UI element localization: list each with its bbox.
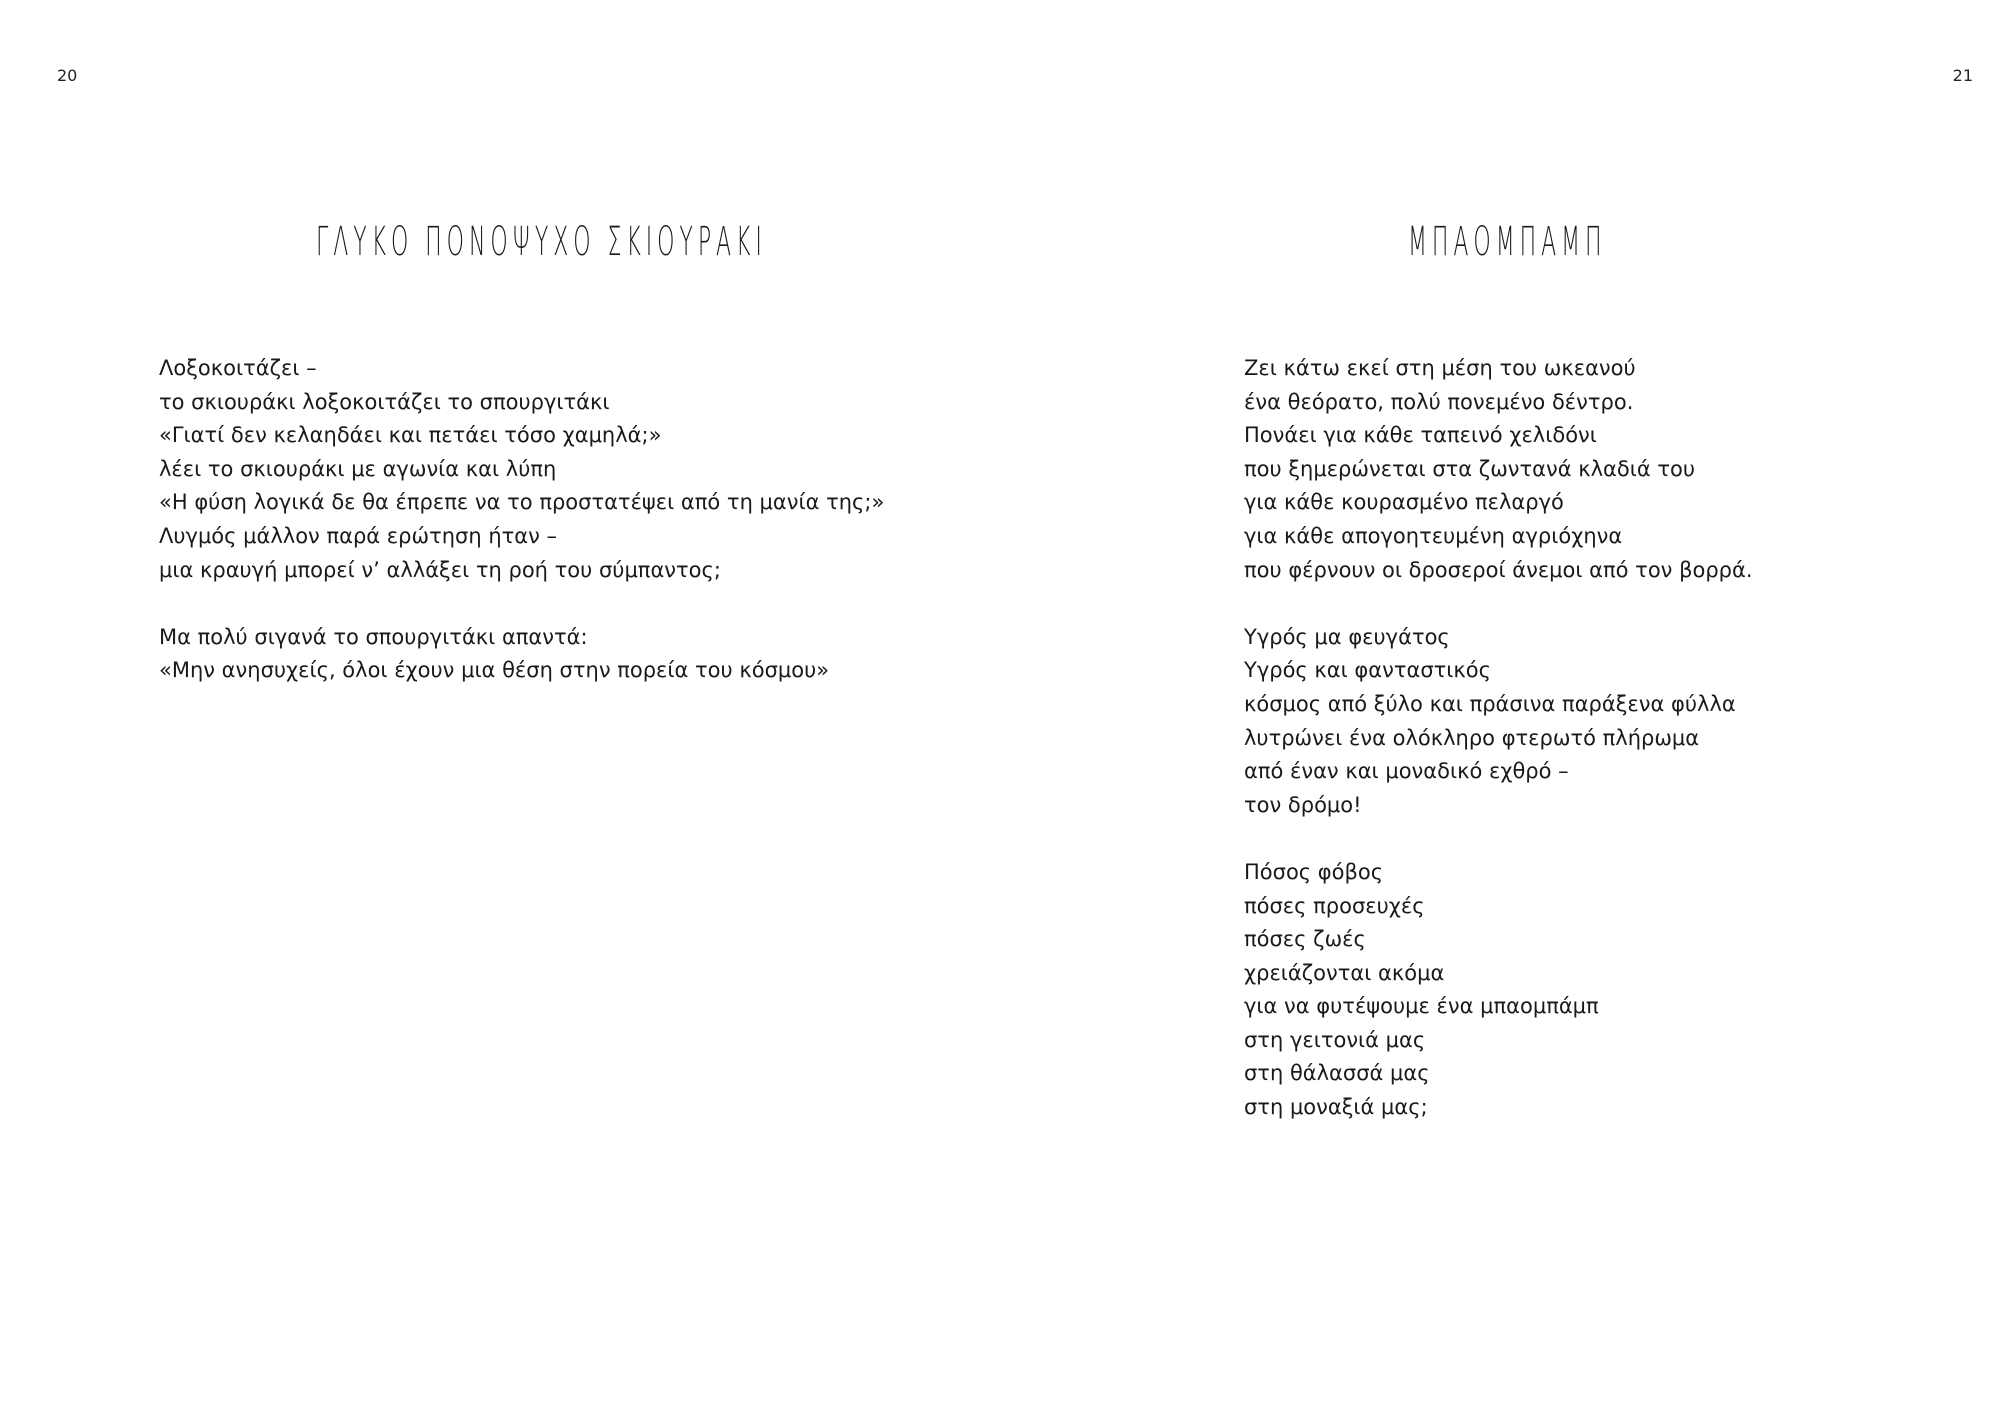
poem-body <box>159 352 884 688</box>
poem-line: λυτρώνει ένα ολόκληρο φτερωτό πλήρωμα <box>1244 725 1700 750</box>
poem-line: «Μην ανησυχείς, όλοι έχουν μια θέση στην πορεία του κόσμου» <box>159 658 830 683</box>
page-number: 20 <box>57 66 78 85</box>
stanza <box>1244 352 1753 587</box>
poem-line: Λοξοκοιτάζει – <box>159 356 317 380</box>
poem-line: Υγρός μα φευγάτος <box>1244 624 1450 649</box>
poem-line: για κάθε κουρασμένο πελαργό <box>1244 490 1564 515</box>
poem-line: «Γιατί δεν κελαηδάει και πετάει τόσο χαμηλά;» <box>159 423 662 448</box>
poem-line: στη μοναξιά μας; <box>1244 1095 1428 1120</box>
poem-line: τον δρόμο! <box>1244 792 1362 817</box>
poem-line: πόσες προσευχές <box>1244 893 1425 918</box>
poem-line: ένα θεόρατο, πολύ πονεμένο δέντρο. <box>1244 389 1634 414</box>
poem-line: Λυγμός μάλλον παρά ερώτηση ήταν – <box>159 523 558 548</box>
stanza <box>1244 856 1753 1125</box>
poem-line: στη γειτονιά μας <box>1244 1027 1426 1052</box>
poem-line: Μα πολύ σιγανά το σπουργιτάκι απαντά: <box>159 624 588 649</box>
poem-line: μια κραυγή μπορεί ν’ αλλάξει τη ροή του σύμπαντος; <box>159 557 721 582</box>
poem-line: Πονάει για κάθε ταπεινό χελιδόνι <box>1244 423 1597 448</box>
poem-line: από έναν και μοναδικό εχθρό – <box>1244 759 1569 784</box>
poem-line: Ζει κάτω εκεί στη μέση του ωκεανού <box>1244 356 1636 380</box>
stanza <box>159 621 884 688</box>
poem-title: ΜΠΑΟΜΠΑΜΠ <box>1408 219 1607 265</box>
poem-line: χρειάζονται ακόμα <box>1244 960 1445 985</box>
poem-line: Πόσος φόβος <box>1244 859 1384 884</box>
poem-line: για κάθε απογοητευμένη αγριόχηνα <box>1244 523 1623 548</box>
poem-line: που ξημερώνεται στα ζωντανά κλαδιά του <box>1244 456 1696 481</box>
poem-line: στη θάλασσά μας <box>1244 1061 1430 1086</box>
poem-line: για να φυτέψουμε ένα μπαομπάμπ <box>1244 994 1599 1019</box>
page-number: 21 <box>1952 66 1973 85</box>
poem-line: πόσες ζωές <box>1244 927 1366 952</box>
poem-line: το σκιουράκι λοξοκοιτάζει το σπουργιτάκι <box>159 389 610 414</box>
poem-body <box>1244 352 1753 1125</box>
poem-line: λέει το σκιουράκι με αγωνία και λύπη <box>159 456 557 481</box>
stanza <box>1244 621 1753 823</box>
poem-title: ΓΛΥΚΟ ΠΟΝΟΨΥΧΟ ΣΚΙΟΥΡΑΚΙ <box>316 219 767 265</box>
poem-line: κόσμος από ξύλο και πράσινα παράξενα φύλλα <box>1244 691 1736 716</box>
poem-line: Υγρός και φανταστικός <box>1244 658 1491 683</box>
poem-line: «Η φύση λογικά δε θα έπρεπε να το προστατέψει από τη μανία της;» <box>159 490 885 515</box>
stanza <box>159 352 884 587</box>
right-page <box>1004 0 2008 1417</box>
poem-line: που φέρνουν οι δροσεροί άνεμοι από τον βορρά. <box>1244 557 1753 582</box>
